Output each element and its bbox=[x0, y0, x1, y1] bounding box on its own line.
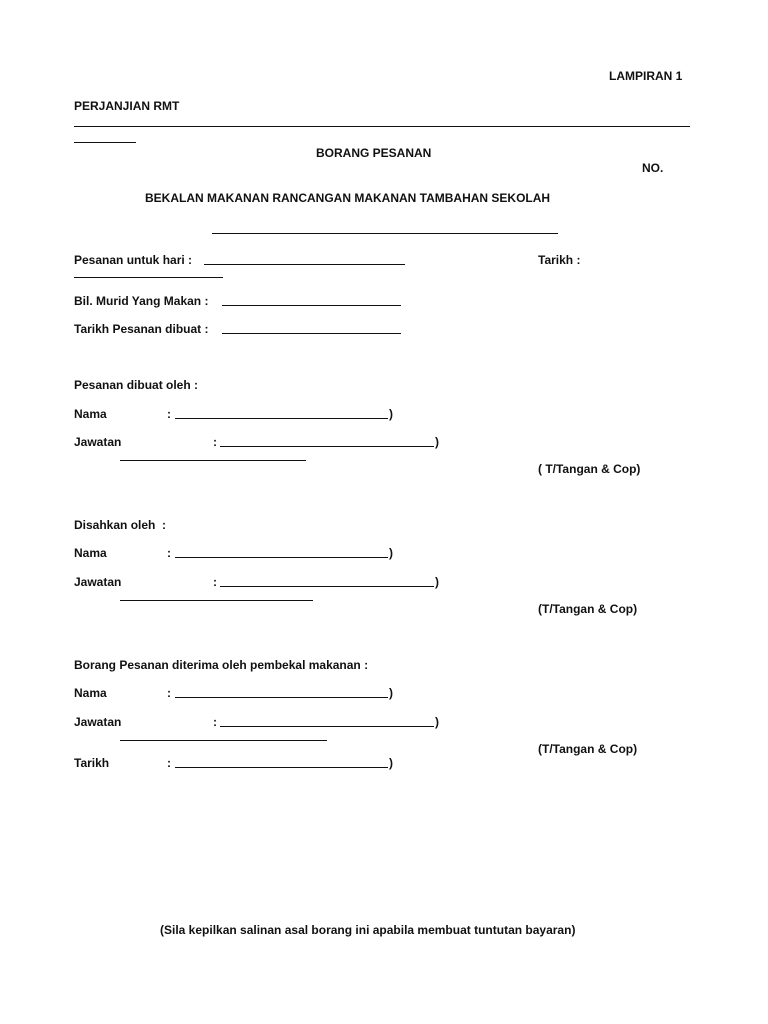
received-by-nama-field[interactable] bbox=[175, 697, 388, 698]
approved-by-jawatan-colon: : bbox=[213, 575, 217, 589]
order-date-label: Tarikh : bbox=[538, 253, 581, 267]
received-by-jawatan-field-2[interactable] bbox=[120, 740, 327, 741]
perjanjian-label: PERJANJIAN RMT bbox=[74, 99, 180, 113]
received-by-heading: Borang Pesanan diterima oleh pembekal makanan : bbox=[74, 658, 369, 672]
approved-by-jawatan-field-2[interactable] bbox=[120, 600, 313, 601]
approved-by-nama-paren: ) bbox=[389, 546, 393, 560]
order-day-label: Pesanan untuk hari : bbox=[74, 253, 193, 267]
received-by-jawatan-paren: ) bbox=[435, 715, 439, 729]
footer-note: (Sila kepilkan salinan asal borang ini apabila membuat tuntutan bayaran) bbox=[160, 923, 576, 937]
header-rule-short bbox=[74, 142, 136, 143]
made-by-jawatan-paren: ) bbox=[435, 435, 439, 449]
approved-by-jawatan-label: Jawatan bbox=[74, 575, 122, 589]
approved-by-signature-label: (T/Tangan & Cop) bbox=[538, 602, 638, 616]
made-by-jawatan-colon: : bbox=[213, 435, 217, 449]
received-by-jawatan-label: Jawatan bbox=[74, 715, 122, 729]
subtitle-blank-line[interactable] bbox=[212, 233, 558, 234]
received-by-nama-label: Nama bbox=[74, 686, 107, 700]
approved-by-nama-colon: : bbox=[167, 546, 171, 560]
received-by-jawatan-colon: : bbox=[213, 715, 217, 729]
approved-by-jawatan-field[interactable] bbox=[220, 586, 434, 587]
made-by-nama-field[interactable] bbox=[175, 418, 388, 419]
received-by-jawatan-field[interactable] bbox=[220, 726, 434, 727]
made-by-nama-label: Nama bbox=[74, 407, 107, 421]
form-subtitle: BEKALAN MAKANAN RANCANGAN MAKANAN TAMBAHAN SEKOLAH bbox=[145, 191, 551, 205]
received-by-tarikh-label: Tarikh bbox=[74, 756, 110, 770]
order-date-field[interactable] bbox=[74, 277, 223, 278]
order-made-date-label: Tarikh Pesanan dibuat : bbox=[74, 322, 209, 336]
made-by-nama-colon: : bbox=[167, 407, 171, 421]
form-number-label: NO. bbox=[642, 161, 664, 175]
lampiran-label: LAMPIRAN 1 bbox=[609, 69, 683, 83]
header-rule bbox=[74, 126, 690, 127]
made-by-jawatan-field-2[interactable] bbox=[120, 460, 306, 461]
approved-by-heading: Disahkan oleh : bbox=[74, 518, 167, 532]
made-by-jawatan-label: Jawatan bbox=[74, 435, 122, 449]
approved-by-jawatan-paren: ) bbox=[435, 575, 439, 589]
received-by-nama-colon: : bbox=[167, 686, 171, 700]
students-count-field[interactable] bbox=[222, 305, 401, 306]
order-day-field[interactable] bbox=[204, 264, 405, 265]
made-by-jawatan-field[interactable] bbox=[220, 446, 434, 447]
approved-by-nama-field[interactable] bbox=[175, 557, 388, 558]
received-by-nama-paren: ) bbox=[389, 686, 393, 700]
made-by-heading: Pesanan dibuat oleh : bbox=[74, 378, 199, 392]
students-count-label: Bil. Murid Yang Makan : bbox=[74, 294, 209, 308]
order-made-date-field[interactable] bbox=[222, 333, 401, 334]
received-by-tarikh-paren: ) bbox=[389, 756, 393, 770]
approved-by-nama-label: Nama bbox=[74, 546, 107, 560]
made-by-nama-paren: ) bbox=[389, 407, 393, 421]
received-by-tarikh-field[interactable] bbox=[175, 767, 388, 768]
received-by-tarikh-colon: : bbox=[167, 756, 171, 770]
made-by-signature-label: ( T/Tangan & Cop) bbox=[538, 462, 641, 476]
form-title: BORANG PESANAN bbox=[316, 146, 432, 160]
received-by-signature-label: (T/Tangan & Cop) bbox=[538, 742, 638, 756]
